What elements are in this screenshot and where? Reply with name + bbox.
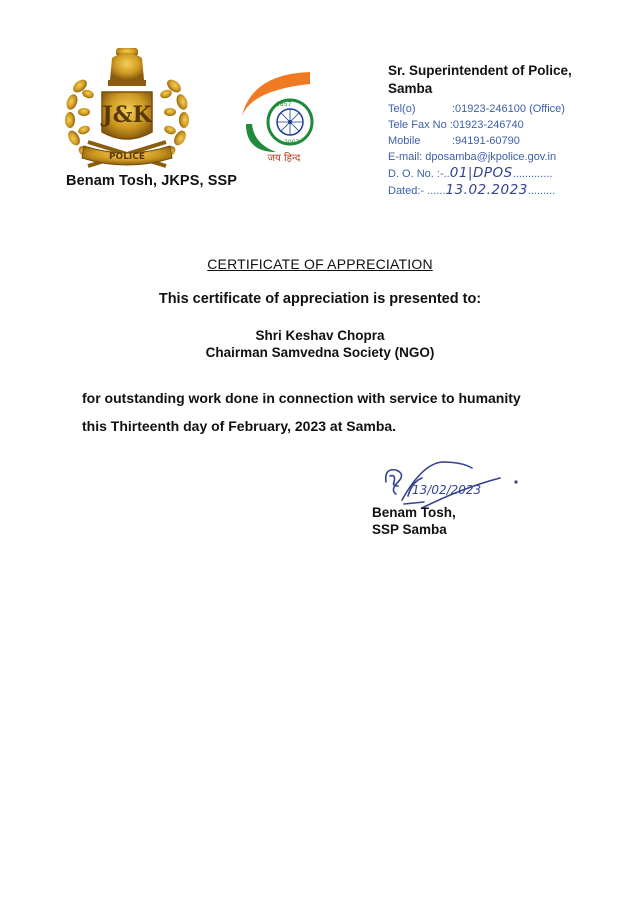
dated-handwritten: 13.02.2023 <box>445 182 528 198</box>
recipient-name: Shri Keshav Chopra <box>255 328 385 343</box>
signer-title: SSP Samba <box>372 522 447 537</box>
presented-to-line: This certificate of appreciation is presented to: <box>158 291 482 307</box>
do-number-handwritten: 01|DPOS <box>449 165 513 181</box>
signer-name: Benam Tosh, <box>372 505 456 520</box>
email-address[interactable]: dposamba@jkpolice.gov.in <box>425 151 557 163</box>
dated-row: Dated:- ......13.02.2023......... <box>388 182 556 198</box>
office-title: Sr. Superintendent of Police, Samba <box>388 63 572 96</box>
logo-year-end: 2007 <box>284 139 300 146</box>
citation-text: for outstanding work done in connection with service to humanity this Thirteenth day of February, 2023 at Samba. <box>82 390 521 434</box>
logo-year-start: 1857 <box>276 101 292 108</box>
signature-block <box>372 504 456 538</box>
recipient-block <box>0 327 640 361</box>
jai-hind-logo-icon <box>232 64 330 164</box>
fax-number: :01923-246740 <box>449 119 524 131</box>
logo-caption: जय हिन्द <box>267 153 301 164</box>
recipient-title: Chairman Samvedna Society (NGO) <box>205 345 435 360</box>
mobile-number: :94191-60790 <box>452 135 520 147</box>
mobile-row: Mobile :94191-60790 <box>388 135 520 147</box>
jk-police-emblem-icon <box>58 46 196 172</box>
do-number-row: D. O. No. :-..01|DPOS............. <box>388 165 553 181</box>
officer-name: Benam Tosh, JKPS, SSP <box>66 173 238 189</box>
fax-row: Tele Fax No :01923-246740 <box>388 119 524 131</box>
svg-text:POLICE: POLICE <box>108 152 146 162</box>
telephone-row: Tel(o) :01923-246100 (Office) <box>388 103 565 115</box>
certificate-title: CERTIFICATE OF APPRECIATION <box>207 256 433 272</box>
telephone-number: :01923-246100 (Office) <box>452 103 565 115</box>
svg-text:J&K: J&K <box>102 102 152 128</box>
contact-block <box>388 62 628 199</box>
signature-date: 13/02/2023 <box>412 483 482 497</box>
email-row: E-mail: dposamba@jkpolice.gov.in <box>388 151 557 163</box>
